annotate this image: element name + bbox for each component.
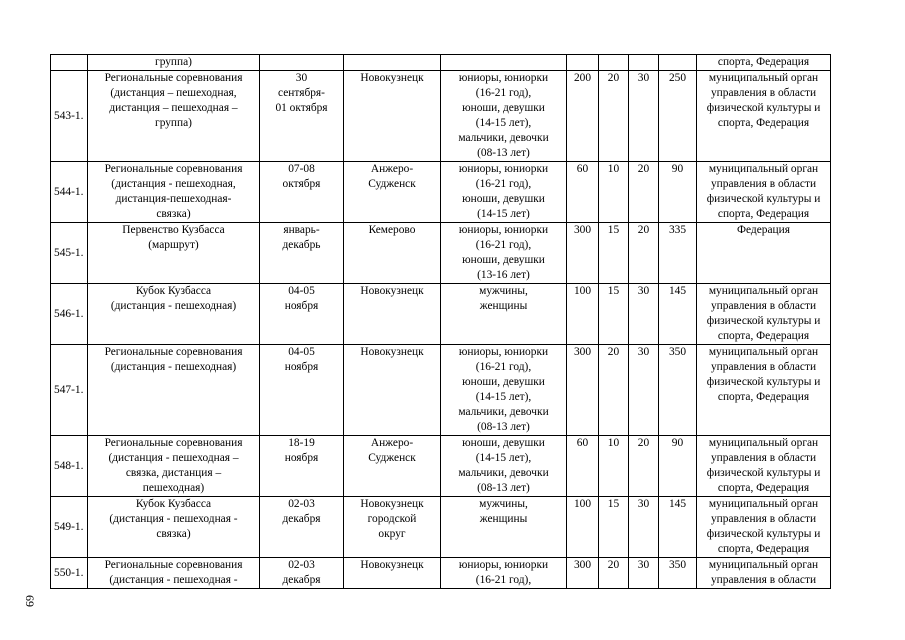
event-line: Региональные соревнования	[104, 346, 243, 358]
event-line: Первенство Кузбасса	[122, 224, 225, 236]
place-line: Новокузнецк	[360, 559, 424, 571]
organizer-line: физической культуры и	[706, 467, 821, 479]
table-row	[51, 497, 831, 558]
organizer-cell	[697, 558, 831, 589]
organizer-line: спорта, Федерация	[717, 482, 810, 494]
date-line: 02-03	[288, 559, 315, 571]
organizer-line: спорта, Федерация	[717, 117, 810, 129]
organizer-line: физической культуры и	[706, 376, 821, 388]
c3-count-cell: 30	[629, 497, 659, 558]
organizer-line: Федерация	[737, 224, 790, 236]
row-number: 549-1.	[51, 497, 88, 558]
participants-line: (08-13 лет)	[477, 421, 530, 433]
continuation-row	[51, 55, 831, 71]
date-line: декабрь	[282, 239, 321, 251]
participants-cell	[441, 71, 567, 162]
c4-count-cell: 90	[659, 162, 697, 223]
event-line: (дистанция – пешеходная,	[110, 87, 237, 99]
date-line: декабря	[282, 574, 321, 586]
c3-count-cell: 30	[629, 345, 659, 436]
place-line: Анжеро-	[370, 163, 414, 175]
date-cell	[260, 223, 344, 284]
event-line: Региональные соревнования	[104, 437, 243, 449]
organizer-line: управления в области	[710, 178, 817, 190]
c2-count-cell: 10	[599, 162, 629, 223]
event-cell	[88, 497, 260, 558]
event-line: дистанция-пешеходная-	[115, 193, 232, 205]
date-line: 30	[295, 72, 308, 84]
participants-line: (14-15 лет),	[475, 117, 532, 129]
event-line: связка)	[156, 528, 191, 540]
participants-line: (16-21 год),	[475, 574, 532, 586]
participants-line: (16-21 год),	[475, 178, 532, 190]
event-line: Кубок Кузбасса	[135, 285, 212, 297]
date-line: ноября	[284, 452, 319, 464]
c2-count-cell: 15	[599, 223, 629, 284]
place-line: Новокузнецк	[360, 285, 424, 297]
c1-count-cell: 300	[567, 345, 599, 436]
organizer-line: физической культуры и	[706, 102, 821, 114]
organizer-line: спорта, Федерация	[717, 543, 810, 555]
participants-line: (14-15 лет),	[475, 391, 532, 403]
place-line: Новокузнецк	[360, 346, 424, 358]
date-cell	[260, 558, 344, 589]
event-line: (дистанция - пешеходная -	[109, 574, 238, 586]
place-cell	[344, 345, 441, 436]
participants-cell	[441, 55, 567, 71]
num-cell	[51, 55, 88, 71]
organizer-line: спорта, Федерация	[717, 208, 810, 220]
participants-line: (16-21 год),	[475, 239, 532, 251]
participants-line: юноши, девушки	[462, 437, 545, 449]
date-cell	[260, 436, 344, 497]
place-cell	[344, 436, 441, 497]
organizer-line: спорта, Федерация	[717, 330, 810, 342]
date-line: 18-19	[288, 437, 315, 449]
c2-count-cell: 20	[599, 558, 629, 589]
participants-line: мужчины,	[479, 498, 528, 510]
organizer-line: муниципальный орган	[708, 559, 819, 571]
organizer-cell	[697, 223, 831, 284]
event-line: связка, дистанция –	[125, 467, 222, 479]
place-cell	[344, 71, 441, 162]
event-cell	[88, 162, 260, 223]
c4-count-cell: 145	[659, 284, 697, 345]
c1-count-cell: 60	[567, 162, 599, 223]
date-line: декабря	[282, 513, 321, 525]
table-row	[51, 223, 831, 284]
c4-count-cell: 90	[659, 436, 697, 497]
event-cell	[88, 284, 260, 345]
date-line: сентября-	[278, 87, 325, 99]
event-cell	[88, 55, 260, 71]
organizer-line: управления в области	[710, 300, 817, 312]
c3-count-cell: 20	[629, 223, 659, 284]
organizer-line: муниципальный орган	[708, 498, 819, 510]
date-line: 04-05	[288, 285, 315, 297]
event-cell	[88, 558, 260, 589]
date-line: 04-05	[288, 346, 315, 358]
place-line: городской	[367, 513, 417, 525]
participants-line: юноши, девушки	[462, 102, 545, 114]
participants-line: (14-15 лет)	[477, 208, 530, 220]
table-row	[51, 558, 831, 589]
participants-line: (08-13 лет)	[477, 482, 530, 494]
event-cell	[88, 71, 260, 162]
place-line: округ	[378, 528, 406, 540]
row-number: 543-1.	[51, 71, 88, 162]
c3-count-cell: 30	[629, 558, 659, 589]
c4-count-cell: 145	[659, 497, 697, 558]
event-line: группа)	[155, 56, 192, 68]
place-line: Кемерово	[368, 224, 416, 236]
participants-line: юниоры, юниорки	[458, 224, 549, 236]
c1-count-cell: 100	[567, 497, 599, 558]
event-line: пешеходная)	[142, 482, 205, 494]
participants-line: (13-16 лет)	[477, 269, 530, 281]
participants-line: (16-21 год),	[475, 87, 532, 99]
c3-count-cell: 30	[629, 71, 659, 162]
participants-cell	[441, 436, 567, 497]
participants-cell	[441, 223, 567, 284]
event-line: (дистанция - пешеходная -	[109, 513, 238, 525]
c2-count-cell: 20	[599, 71, 629, 162]
participants-cell	[441, 345, 567, 436]
date-line: 01 октября	[275, 102, 328, 114]
place-cell	[344, 284, 441, 345]
place-line: Судженск	[368, 452, 416, 464]
participants-line: юноши, девушки	[462, 193, 545, 205]
c1-count-cell: 300	[567, 223, 599, 284]
participants-line: юноши, девушки	[462, 254, 545, 266]
place-cell	[344, 497, 441, 558]
participants-line: мальчики, девочки	[458, 467, 549, 479]
organizer-cell	[697, 162, 831, 223]
c2-count-cell: 10	[599, 436, 629, 497]
participants-line: юниоры, юниорки	[458, 346, 549, 358]
participants-cell	[441, 162, 567, 223]
place-cell	[344, 223, 441, 284]
date-cell	[260, 497, 344, 558]
organizer-line: муниципальный орган	[708, 72, 819, 84]
event-line: Кубок Кузбасса	[135, 498, 212, 510]
c4-count-cell: 350	[659, 558, 697, 589]
row-number: 546-1.	[51, 284, 88, 345]
organizer-line: управления в области	[710, 87, 817, 99]
participants-line: (14-15 лет),	[475, 452, 532, 464]
event-line: связка)	[156, 208, 191, 220]
row-number: 545-1.	[51, 223, 88, 284]
event-line: (маршрут)	[148, 239, 199, 251]
place-line: Анжеро-	[370, 437, 414, 449]
participants-cell	[441, 497, 567, 558]
c3-cell	[629, 55, 659, 71]
row-number: 544-1.	[51, 162, 88, 223]
date-line: январь-	[283, 224, 320, 236]
event-line: (дистанция - пешеходная –	[108, 452, 239, 464]
row-number: 548-1.	[51, 436, 88, 497]
participants-line: женщины	[479, 513, 528, 525]
organizer-line: муниципальный орган	[708, 285, 819, 297]
participants-cell	[441, 284, 567, 345]
organizer-cell	[697, 436, 831, 497]
table-row	[51, 284, 831, 345]
c4-count-cell: 250	[659, 71, 697, 162]
participants-line: женщины	[479, 300, 528, 312]
date-cell	[260, 284, 344, 345]
organizer-line: спорта, Федерация	[717, 56, 810, 68]
place-line: Судженск	[368, 178, 416, 190]
organizer-line: муниципальный орган	[708, 346, 819, 358]
c1-count-cell: 100	[567, 284, 599, 345]
date-cell	[260, 71, 344, 162]
row-number: 547-1.	[51, 345, 88, 436]
event-line: группа)	[155, 117, 192, 129]
c3-count-cell: 30	[629, 284, 659, 345]
organizer-line: спорта, Федерация	[717, 391, 810, 403]
organizer-line: управления в области	[710, 513, 817, 525]
c1-count-cell: 200	[567, 71, 599, 162]
participants-line: (16-21 год),	[475, 361, 532, 373]
date-cell	[260, 55, 344, 71]
participants-line: юниоры, юниорки	[458, 163, 549, 175]
c3-count-cell: 20	[629, 162, 659, 223]
c1-count-cell: 300	[567, 558, 599, 589]
date-line: ноября	[284, 361, 319, 373]
organizer-cell	[697, 284, 831, 345]
c2-count-cell: 15	[599, 497, 629, 558]
organizer-cell	[697, 71, 831, 162]
date-line: 07-08	[288, 163, 315, 175]
event-cell	[88, 436, 260, 497]
organizer-line: физической культуры и	[706, 315, 821, 327]
organizer-cell	[697, 345, 831, 436]
organizer-cell	[697, 55, 831, 71]
table-row	[51, 436, 831, 497]
organizer-line: муниципальный орган	[708, 163, 819, 175]
event-cell	[88, 223, 260, 284]
place-cell	[344, 558, 441, 589]
participants-line: юниоры, юниорки	[458, 559, 549, 571]
organizer-line: муниципальный орган	[708, 437, 819, 449]
date-line: 02-03	[288, 498, 315, 510]
event-line: (дистанция - пешеходная,	[111, 178, 236, 190]
event-line: (дистанция - пешеходная)	[110, 300, 237, 312]
event-line: (дистанция - пешеходная)	[110, 361, 237, 373]
place-line: Новокузнецк	[360, 498, 424, 510]
participants-line: (08-13 лет)	[477, 147, 530, 159]
place-cell	[344, 162, 441, 223]
c2-cell	[599, 55, 629, 71]
date-line: ноября	[284, 300, 319, 312]
participants-line: мальчики, девочки	[458, 406, 549, 418]
event-line: дистанция – пешеходная –	[109, 102, 238, 114]
c1-count-cell: 60	[567, 436, 599, 497]
table-row	[51, 345, 831, 436]
organizer-cell	[697, 497, 831, 558]
date-cell	[260, 162, 344, 223]
event-line: Региональные соревнования	[104, 163, 243, 175]
c2-count-cell: 20	[599, 345, 629, 436]
date-line: октября	[282, 178, 321, 190]
table-row	[51, 162, 831, 223]
organizer-line: физической культуры и	[706, 528, 821, 540]
place-line: Новокузнецк	[360, 72, 424, 84]
date-cell	[260, 345, 344, 436]
c4-count-cell: 335	[659, 223, 697, 284]
c1-cell	[567, 55, 599, 71]
participants-cell	[441, 558, 567, 589]
events-table	[50, 54, 831, 589]
participants-line: юниоры, юниорки	[458, 72, 549, 84]
place-cell	[344, 55, 441, 71]
c4-count-cell: 350	[659, 345, 697, 436]
c2-count-cell: 15	[599, 284, 629, 345]
event-cell	[88, 345, 260, 436]
table-row	[51, 71, 831, 162]
organizer-line: управления в области	[710, 361, 817, 373]
event-line: Региональные соревнования	[104, 559, 243, 571]
participants-line: мальчики, девочки	[458, 132, 549, 144]
row-number: 550-1.	[51, 558, 88, 589]
participants-line: юноши, девушки	[462, 376, 545, 388]
organizer-line: управления в области	[710, 452, 817, 464]
organizer-line: управления в области	[710, 574, 817, 586]
organizer-line: физической культуры и	[706, 193, 821, 205]
c4-cell	[659, 55, 697, 71]
participants-line: мужчины,	[479, 285, 528, 297]
c3-count-cell: 20	[629, 436, 659, 497]
page-number: 69	[23, 595, 37, 607]
event-line: Региональные соревнования	[104, 72, 243, 84]
